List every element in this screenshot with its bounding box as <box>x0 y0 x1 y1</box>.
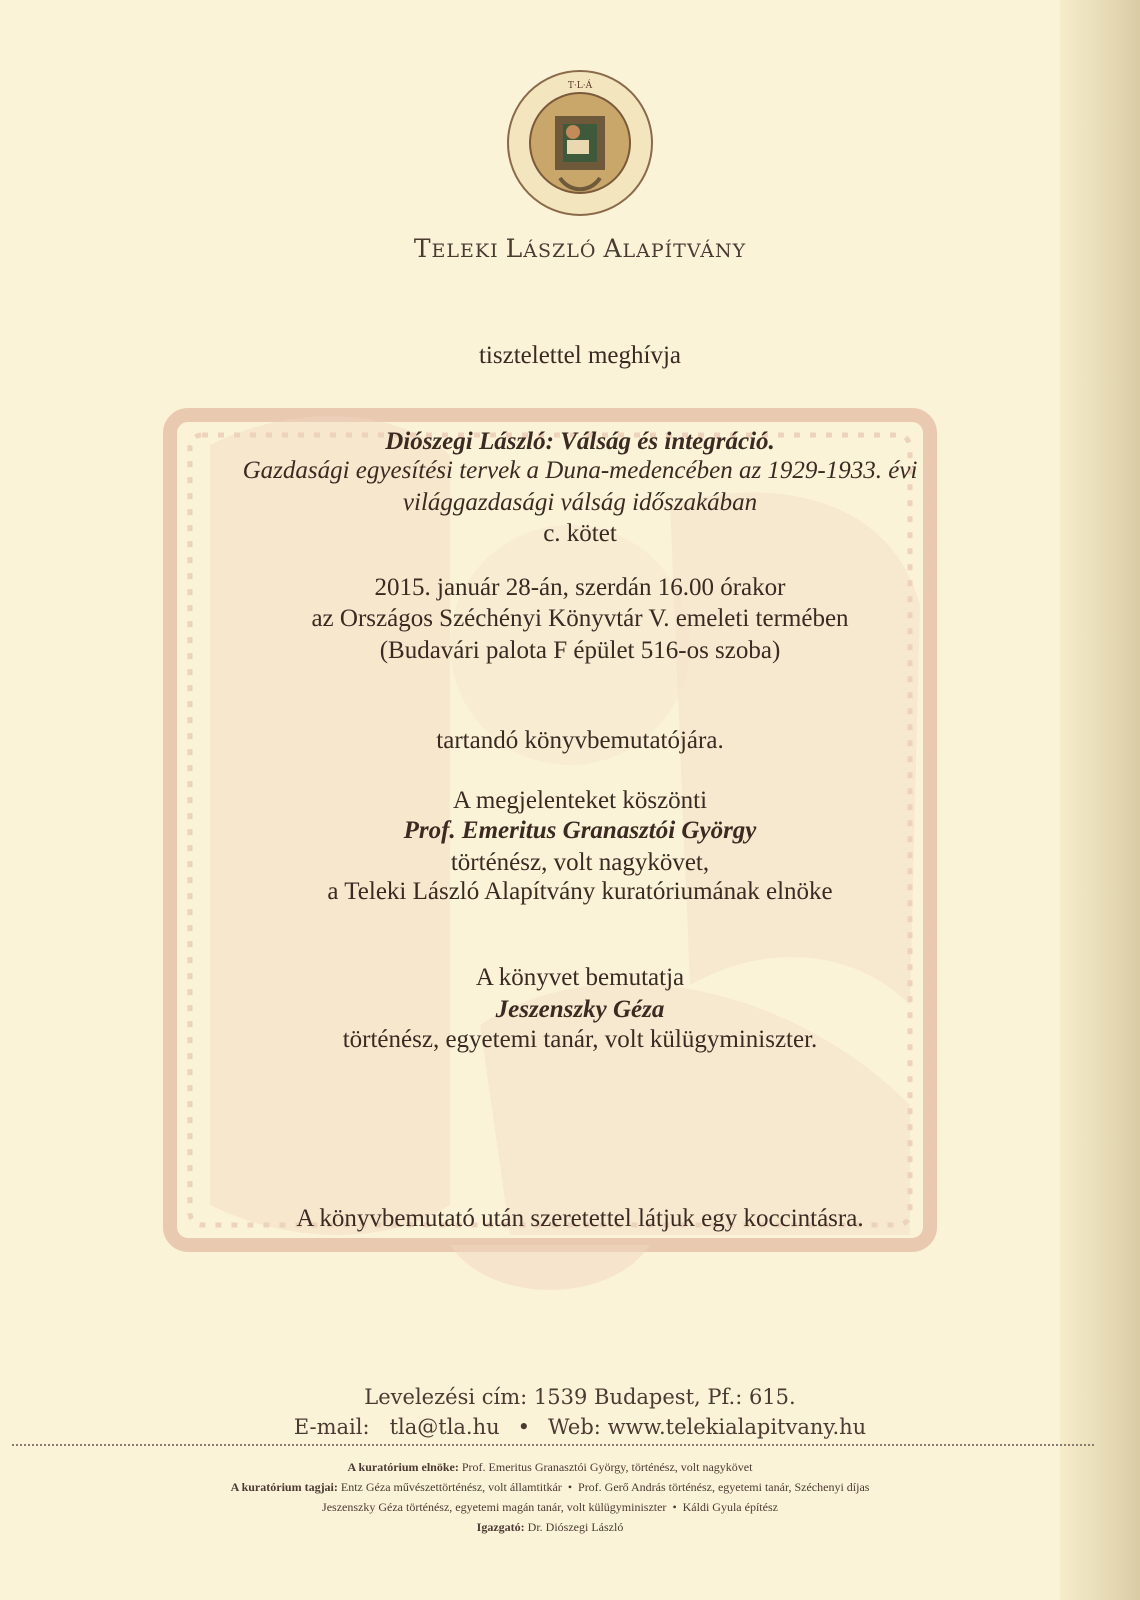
event-occasion: tartandó könyvbemutatójára. <box>436 727 724 754</box>
event-venue: az Országos Széchényi Könyvtár V. emeleti termében <box>311 605 849 632</box>
book-subtitle-line2: világgazdasági válság időszakában <box>402 489 758 516</box>
footer-divider <box>12 1444 1094 1446</box>
svg-text:T·L·Á: T·L·Á <box>567 81 593 91</box>
event-room: (Budavári palota F épület 516-os szoba) <box>379 637 781 664</box>
book-subtitle-line1: Gazdasági egyesítési tervek a Duna-medencében az 1929-1933. évi <box>242 457 918 484</box>
greeting-intro: A megjelenteket köszönti <box>452 787 708 814</box>
web-label: Web: <box>548 1415 601 1439</box>
email-label: E-mail: <box>293 1415 370 1439</box>
volume-label: c. kötet <box>543 520 617 547</box>
bullet-icon: • <box>672 1500 677 1514</box>
greeter-title-1: történész, volt nagykövet, <box>450 849 710 876</box>
footer-director: Igazgató: Dr. Diószegi László <box>476 1520 624 1534</box>
bullet-icon: • <box>567 1480 573 1494</box>
event-date: 2015. január 28-án, szerdán 16.00 órakor <box>374 574 786 601</box>
email-link[interactable]: tla@tla.hu <box>389 1415 500 1439</box>
greeter-title-2: a Teleki László Alapítvány kuratóriumának elnöke <box>327 878 833 905</box>
contact-line <box>0 1415 1140 1439</box>
organization-name: TELEKI LÁSZLÓ ALAPÍTVÁNY <box>413 234 747 263</box>
presenter-name: Jeszenszky Géza <box>495 996 665 1023</box>
book-title: Diószegi László: Válság és integráció. <box>385 428 775 455</box>
toast-note: A könyvbemutató után szeretettel látjuk egy koccintásra. <box>296 1205 864 1232</box>
greeter-name: Prof. Emeritus Granasztói György <box>403 817 757 844</box>
footer-members-2: Jeszenszky Géza történész, egyetemi magán tanár, volt külügyminiszter • Káldi Gyula építész <box>322 1500 778 1514</box>
web-link[interactable]: www.telekialapitvany.hu <box>607 1415 867 1439</box>
invite-intro: tisztelettel meghívja <box>478 342 681 369</box>
foundation-seal-logo <box>505 68 655 218</box>
footer-chair: A kuratórium elnöke: Prof. Emeritus Granasztói György, történész, volt nagykövet <box>347 1460 753 1474</box>
bullet-icon: • <box>517 1415 531 1439</box>
footer-members-1: A kuratórium tagjai: Entz Géza művészettörténész, volt államtitkár • Prof. Gerő András történész, egyetemi tanár, Széchenyi díjas <box>230 1480 870 1494</box>
presenter-intro: A könyvet bemutatja <box>475 964 685 991</box>
postal-address: Levelezési cím: 1539 Budapest, Pf.: 615. <box>364 1385 796 1409</box>
presenter-title: történész, egyetemi tanár, volt külügyminiszter. <box>342 1026 818 1053</box>
